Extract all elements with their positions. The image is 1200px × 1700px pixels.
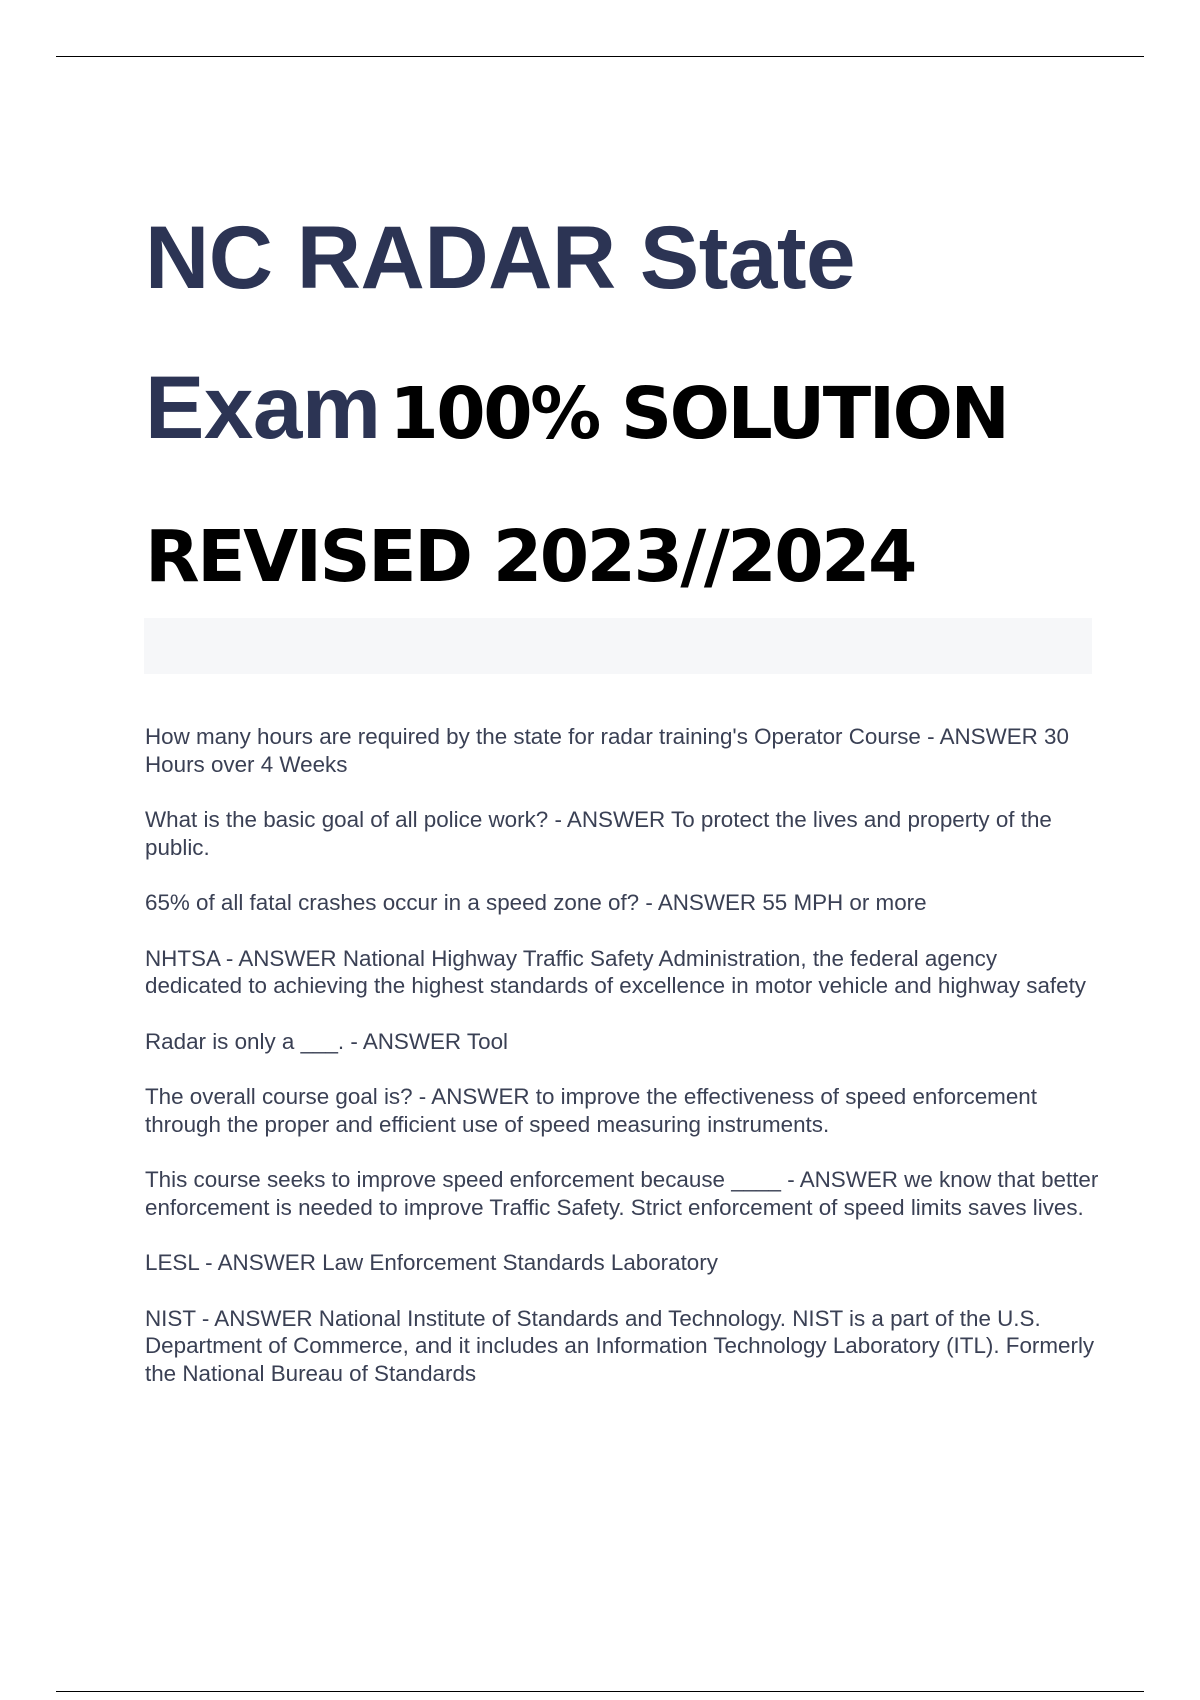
qa-question: 65% of all fatal crashes occur in a speed zone of? - xyxy=(145,890,653,915)
top-rule xyxy=(56,56,1144,57)
qa-item xyxy=(145,1305,1100,1388)
document-title xyxy=(145,192,1145,635)
qa-question: LESL - xyxy=(145,1250,213,1275)
qa-answer: ANSWER National Highway Traffic Safety Administration, the federal agency dedicated to achieving the highest standards of excellence in motor vehicle and highway safety xyxy=(145,945,1086,998)
qa-item xyxy=(145,945,1100,1000)
qa-item xyxy=(145,1249,1100,1277)
qa-item xyxy=(145,1166,1100,1221)
title-line-1 xyxy=(145,192,1145,342)
title-line-2-black-text: 100% SOLUTION xyxy=(389,372,1008,455)
title-line-1-text: NC RADAR State xyxy=(145,207,855,307)
qa-answer: ANSWER to improve the effectiveness of speed enforcement through the proper and efficient use of speed measuring instruments. xyxy=(145,1084,1037,1137)
qa-item xyxy=(145,1028,1100,1056)
qa-question: This course seeks to improve speed enforcement because ____ - xyxy=(145,1167,795,1192)
qa-answer: ANSWER 30 Hours over 4 Weeks xyxy=(145,724,1069,777)
qa-answer: ANSWER Tool xyxy=(362,1028,508,1054)
title-line-3-text: REVISED 2023//2024 xyxy=(145,515,915,598)
title-separator-band xyxy=(144,618,1092,674)
qa-list xyxy=(145,723,1100,1415)
qa-item xyxy=(145,723,1100,778)
title-line-2-navy-text: Exam xyxy=(145,357,381,457)
qa-answer: ANSWER we know that better enforcement is needed to improve Traffic Safety. Strict enforcement of speed limits saves lives. xyxy=(145,1167,1099,1220)
qa-item xyxy=(145,806,1100,861)
qa-question: The overall course goal is? - xyxy=(145,1084,427,1109)
qa-item xyxy=(145,1083,1100,1138)
title-line-2 xyxy=(145,342,1145,492)
qa-item xyxy=(145,889,1100,917)
qa-question: NIST - xyxy=(145,1305,210,1331)
bottom-rule xyxy=(56,1691,1144,1692)
title-line-3 xyxy=(145,492,1145,635)
qa-answer: ANSWER Law Enforcement Standards Laboratory xyxy=(217,1250,718,1275)
qa-question: Radar is only a ___. - xyxy=(145,1028,358,1054)
qa-answer: ANSWER 55 MPH or more xyxy=(657,890,927,915)
qa-answer: ANSWER To protect the lives and property of the public. xyxy=(145,807,1052,860)
qa-question: What is the basic goal of all police work? - xyxy=(145,807,562,832)
qa-answer: ANSWER National Institute of Standards and Technology. NIST is a part of the U.S. Department of Commerce, and it includes an Information Technology Laboratory (ITL). Formerly the National Bureau of Standards xyxy=(145,1305,1095,1386)
qa-question: NHTSA - xyxy=(145,945,234,971)
qa-question: How many hours are required by the state for radar training's Operator Course - xyxy=(145,724,935,749)
